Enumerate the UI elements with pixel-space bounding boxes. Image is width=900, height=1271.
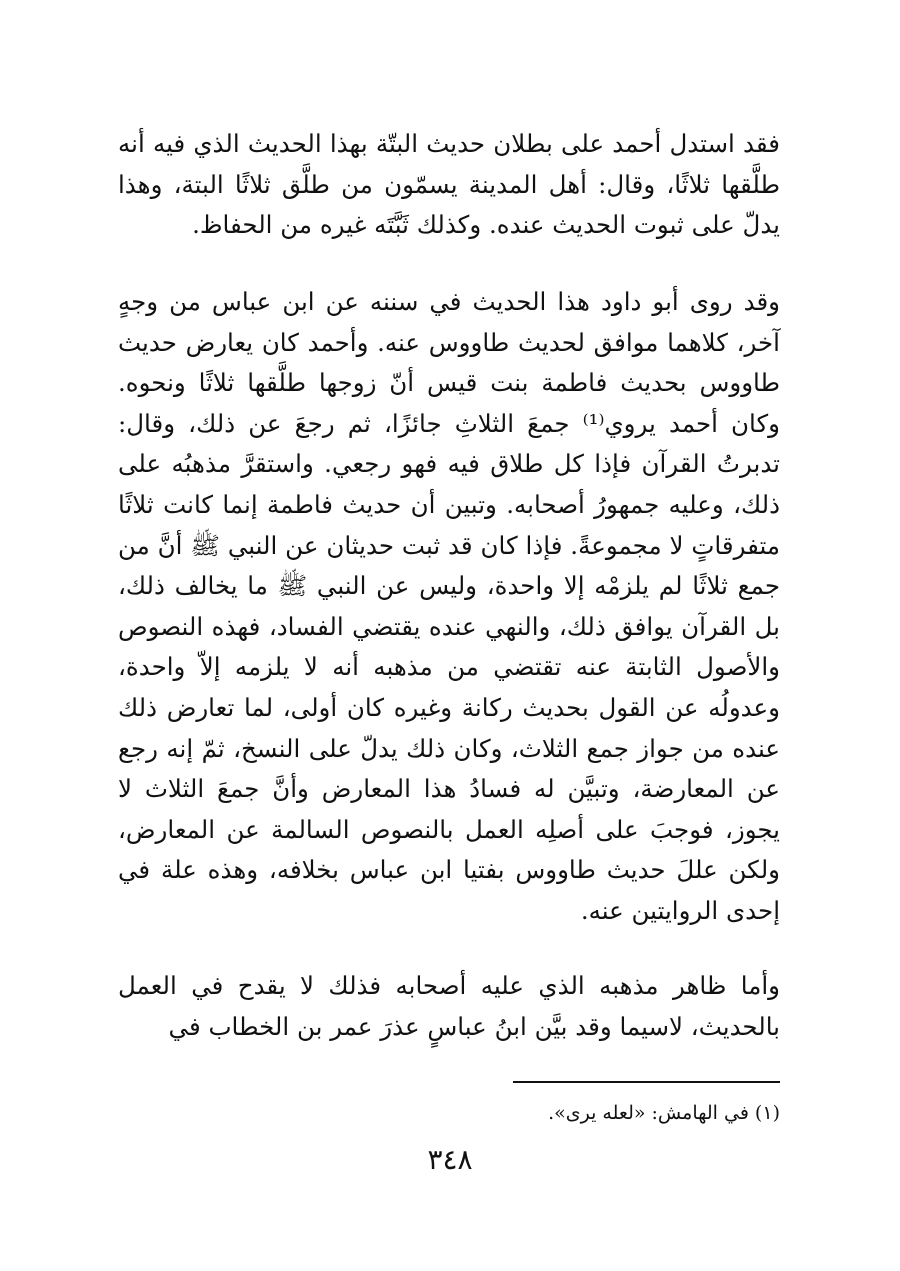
paragraph-1: فقد استدل أحمد على بطلان حديث البتّة بهذا الحديث الذي فيه أنه طلَّقها ثلاثًا، وقال: أهل المدينة يسمّون من طلَّق ثلاثًا البتة، وهذا يدلّ على ثبوت الحديث عنده. وكذلك ثَبَّتَه غيره من الحفاظ.	[118, 129, 780, 240]
paragraph-2: وقد روى أبو داود هذا الحديث في سننه عن ابن عباس من وجهٍ آخر، كلاهما موافق لحديث طاووس عنه. وأحمد كان يعارض حديث طاووس بحديث فاطمة بنت قيس أنّ زوجها طلَّقها ثلاثًا ونحوه. وكان أحمد يروي⁽¹⁾ جمعَ الثلاثِ جائزًا، ثم رجعَ عن ذلك، وقال: تدبرتُ القرآن فإذا كل طلاق فيه فهو رجعي. واستقرَّ مذهبُه على ذلك، وعليه جمهورُ أصحابه. وتبين أن حديث فاطمة إنما كانت ثلاثًا متفرقاتٍ لا مجموعةً. فإذا كان قد ثبت حديثان عن النبي ﷺ أنَّ من جمع ثلاثًا لم يلزمْه إلا واحدة، وليس عن النبي ﷺ ما يخالف ذلك، بل القرآن يوافق ذلك، والنهي عنده يقتضي الفساد، فهذه النصوص والأصول الثابتة عنه تقتضي من مذهبه أنه لا يلزمه إلاّ واحدة، وعدولُه عن القول بحديث ركانة وغيره كان أولى، لما تعارض ذلك عنده من جواز جمع الثلاث، وكان ذلك يدلّ على النسخ، ثمّ إنه رجع عن المعارضة، وتبيَّن له فسادُ هذا المعارض وأنَّ جمعَ الثلاث لا يجوز، فوجبَ على أصلِه العمل بالنصوص السالمة عن المعارض، ولكن عللَ حديث طاووس بفتيا ابن عباس بخلافه، وهذه علة في إحدى الروايتين عنه.	[118, 287, 780, 925]
footnote-divider	[513, 1081, 780, 1083]
page-number: ٣٤٨	[427, 1143, 473, 1176]
paragraph-3: وأما ظاهر مذهبه الذي عليه أصحابه فذلك لا يقدح في العمل بالحديث، لاسيما وقد بيَّن ابنُ عباسٍ عذرَ عمر بن الخطاب في	[118, 971, 780, 1041]
footnote: (١) في الهامش: «لعله يرى».	[548, 1102, 780, 1124]
